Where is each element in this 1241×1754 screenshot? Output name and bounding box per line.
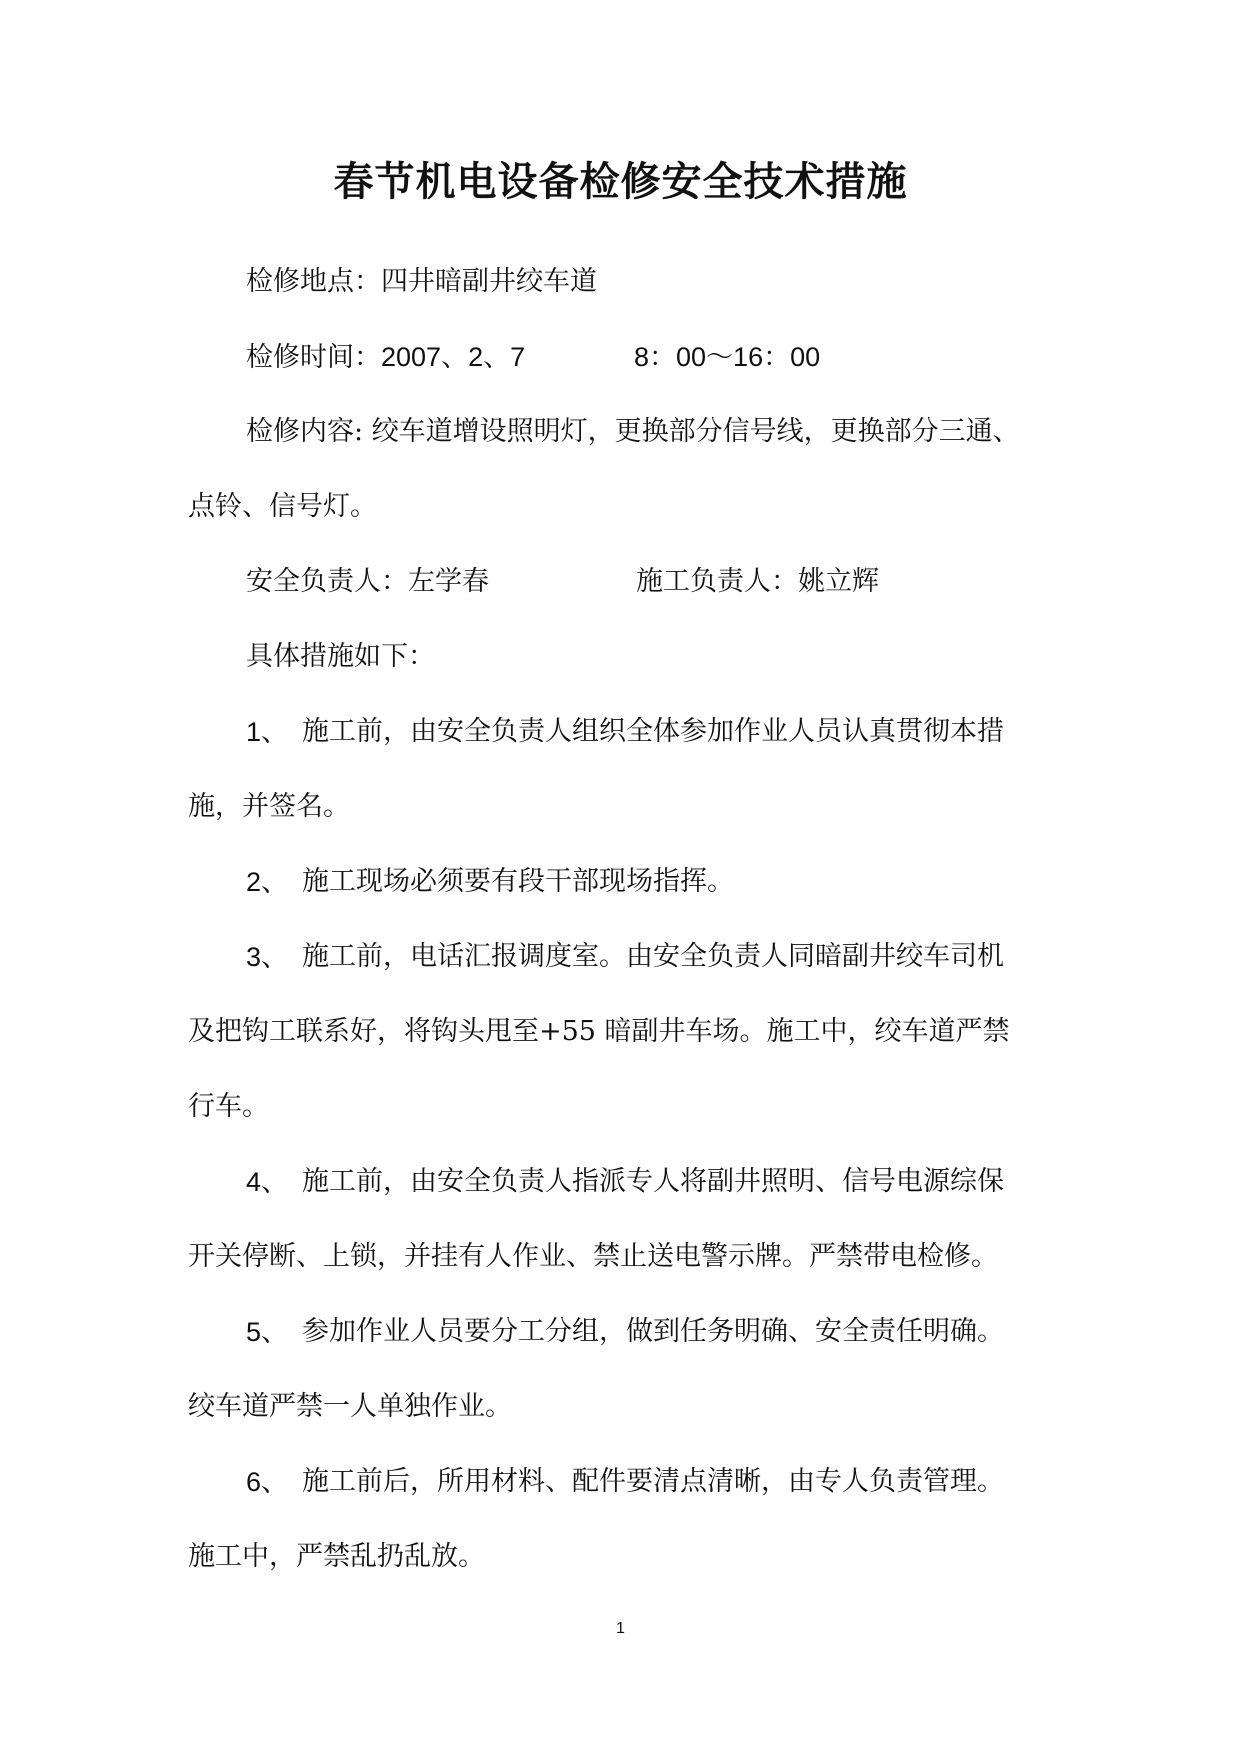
measure-5-line-1: 参加作业人员要分工分组，做到任务明确、安全责任明确。 xyxy=(302,1316,1004,1347)
measure-1-line-2: 施，并签名。 xyxy=(188,791,350,822)
time-line xyxy=(246,338,525,377)
time-label: 检修时间： xyxy=(246,342,381,373)
measure-6-line-2: 施工中，严禁乱扔乱放。 xyxy=(188,1541,485,1572)
time-hours: 8：00～16：00 xyxy=(634,342,821,372)
measure-6-number: 6、 xyxy=(246,1467,289,1497)
measure-1-number: 1、 xyxy=(246,717,289,747)
safety-lead-label: 安全负责人： xyxy=(246,566,408,597)
construction-lead-line xyxy=(636,563,879,601)
safety-lead-line xyxy=(246,563,489,601)
measure-2-number: 2、 xyxy=(246,867,289,897)
measures-intro: 具体措施如下： xyxy=(246,641,435,672)
content-line-2: 点铃、信号灯。 xyxy=(188,491,377,522)
measure-6-line-1: 施工前后，所用材料、配件要清点清晰，由专人负责管理。 xyxy=(302,1466,1004,1497)
location-label: 检修地点： xyxy=(246,266,381,297)
content-colon: : xyxy=(354,416,372,447)
content-line-1 xyxy=(246,413,1020,451)
document-title: 春节机电设备检修安全技术措施 xyxy=(333,158,908,205)
page-number: 1 xyxy=(616,1620,625,1637)
measure-5-number: 5、 xyxy=(246,1317,289,1347)
measure-3-line-3: 行车。 xyxy=(188,1091,269,1122)
content-label: 检修内容 xyxy=(246,416,354,447)
construction-lead-name: 姚立辉 xyxy=(798,566,879,597)
measure-4-number: 4、 xyxy=(246,1167,289,1197)
time-date: 2007、2、7 xyxy=(381,342,526,372)
measure-4-line-2: 开关停断、上锁，并挂有人作业、禁止送电警示牌。严禁带电检修。 xyxy=(188,1241,998,1272)
measure-3-line-2: 及把钩工联系好，将钩头甩至+55 暗副井车场。施工中，绞车道严禁 xyxy=(188,1016,1010,1047)
location-line xyxy=(246,263,597,301)
content-text-1: 绞车道增设照明灯，更换部分信号线，更换部分三通、 xyxy=(371,416,1020,447)
location-value: 四井暗副井绞车道 xyxy=(381,266,597,297)
safety-lead-name: 左学春 xyxy=(408,566,489,597)
measure-3-line-1: 施工前，电话汇报调度室。由安全负责人同暗副井绞车司机 xyxy=(302,941,1004,972)
measure-3-number: 3、 xyxy=(246,942,289,972)
measure-1-line-1: 施工前，由安全负责人组织全体参加作业人员认真贯彻本措 xyxy=(302,716,1004,747)
measure-5-line-2: 绞车道严禁一人单独作业。 xyxy=(188,1391,512,1422)
measure-2-line-1: 施工现场必须要有段干部现场指挥。 xyxy=(302,866,734,897)
measure-4-line-1: 施工前，由安全负责人指派专人将副井照明、信号电源综保 xyxy=(302,1166,1004,1197)
construction-lead-label: 施工负责人： xyxy=(636,566,798,597)
